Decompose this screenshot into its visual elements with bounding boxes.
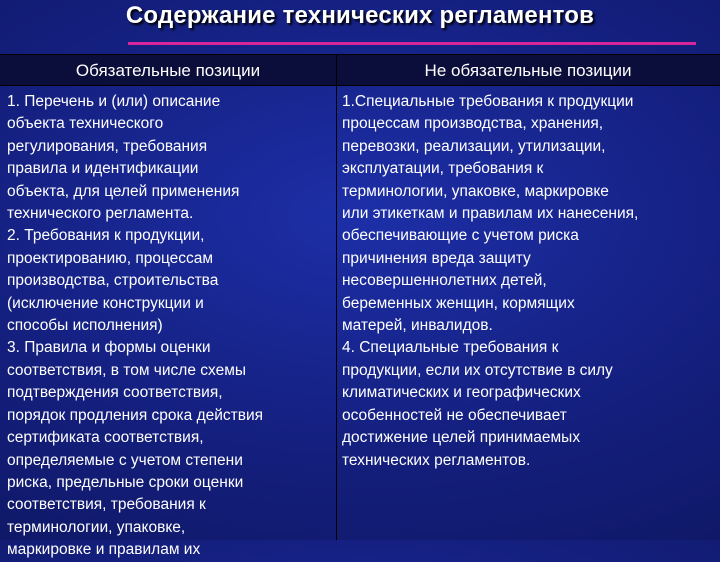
- mandatory-text-line: соответствия, в том числе схемы: [7, 361, 247, 379]
- optional-text-line: особенностей не обеспечивает: [342, 406, 567, 424]
- optional-text-line: перевозки, реализации, утилизации,: [342, 137, 606, 155]
- optional-text-line: 1.Специальные требования к продукции: [342, 93, 634, 110]
- optional-text-line: процессам производства, хранения,: [342, 115, 604, 133]
- column-divider: [336, 54, 337, 540]
- title-underline: [128, 42, 696, 45]
- optional-text-line: продукции, если их отсутствие в силу: [342, 361, 613, 379]
- table-header-row: [0, 54, 720, 86]
- optional-text-line: несовершеннолетних детей,: [342, 272, 547, 290]
- mandatory-text-line: подтверждения соответствия,: [7, 384, 223, 402]
- optional-text-line: матерей, инвалидов.: [342, 317, 493, 335]
- mandatory-text-line: 2. Требования к продукции,: [7, 227, 205, 245]
- optional-text-line: беременных женщин, кормящих: [342, 294, 575, 312]
- header-optional-positions: Не обязательные позиции: [424, 61, 632, 80]
- mandatory-text-line: порядок продления срока действия: [7, 406, 264, 424]
- optional-text-line: или этикеткам и правилам их нанесения,: [342, 205, 639, 223]
- optional-text-line: обеспечивающие с учетом риска: [342, 227, 579, 245]
- optional-text-line: технических регламентов.: [342, 451, 531, 469]
- mandatory-text-line: соответствия, требования к: [7, 496, 206, 514]
- mandatory-positions-text: [7, 91, 335, 562]
- optional-text-line: причинения вреда защиту: [342, 249, 531, 267]
- optional-text-line: климатических и географических: [342, 384, 581, 402]
- mandatory-text-line: регулирования, требования: [7, 137, 208, 155]
- optional-text-line: достижение целей принимаемых: [342, 429, 581, 447]
- optional-text-line: терминологии, упаковке, маркировке: [342, 182, 609, 200]
- mandatory-text-line: технического регламента.: [7, 205, 194, 223]
- mandatory-text-line: способы исполнения): [7, 317, 163, 335]
- mandatory-text-line: (исключение конструкции и: [7, 294, 204, 312]
- mandatory-text-line: 1. Перечень и (или) описание: [7, 93, 221, 110]
- optional-text-line: 4. Специальные требования к: [342, 339, 559, 357]
- mandatory-text-line: объекта, для целей применения: [7, 182, 240, 200]
- header-mandatory-positions: Обязательные позиции: [75, 61, 261, 80]
- content-table: [0, 54, 720, 559]
- mandatory-text-line: маркировке и правилам их: [7, 541, 201, 559]
- mandatory-text-line: терминологии, упаковке,: [7, 518, 186, 536]
- mandatory-text-line: 3. Правила и формы оценки: [7, 339, 211, 357]
- mandatory-text-line: сертификата соответствия,: [7, 429, 204, 447]
- mandatory-text-line: определяемые с учетом степени: [7, 451, 243, 469]
- mandatory-text-line: производства, строительства: [7, 272, 219, 290]
- slide-title: Содержание технических регламентов: [125, 2, 595, 29]
- mandatory-text-line: объекта технического: [7, 115, 164, 133]
- mandatory-text-line: проектированию, процессам: [7, 249, 214, 267]
- optional-text-line: эксплуатации, требования к: [342, 160, 544, 178]
- mandatory-text-line: правила и идентификации: [7, 160, 199, 178]
- optional-positions-text: [342, 91, 720, 472]
- mandatory-text-line: риска, предельные сроки оценки: [7, 473, 244, 491]
